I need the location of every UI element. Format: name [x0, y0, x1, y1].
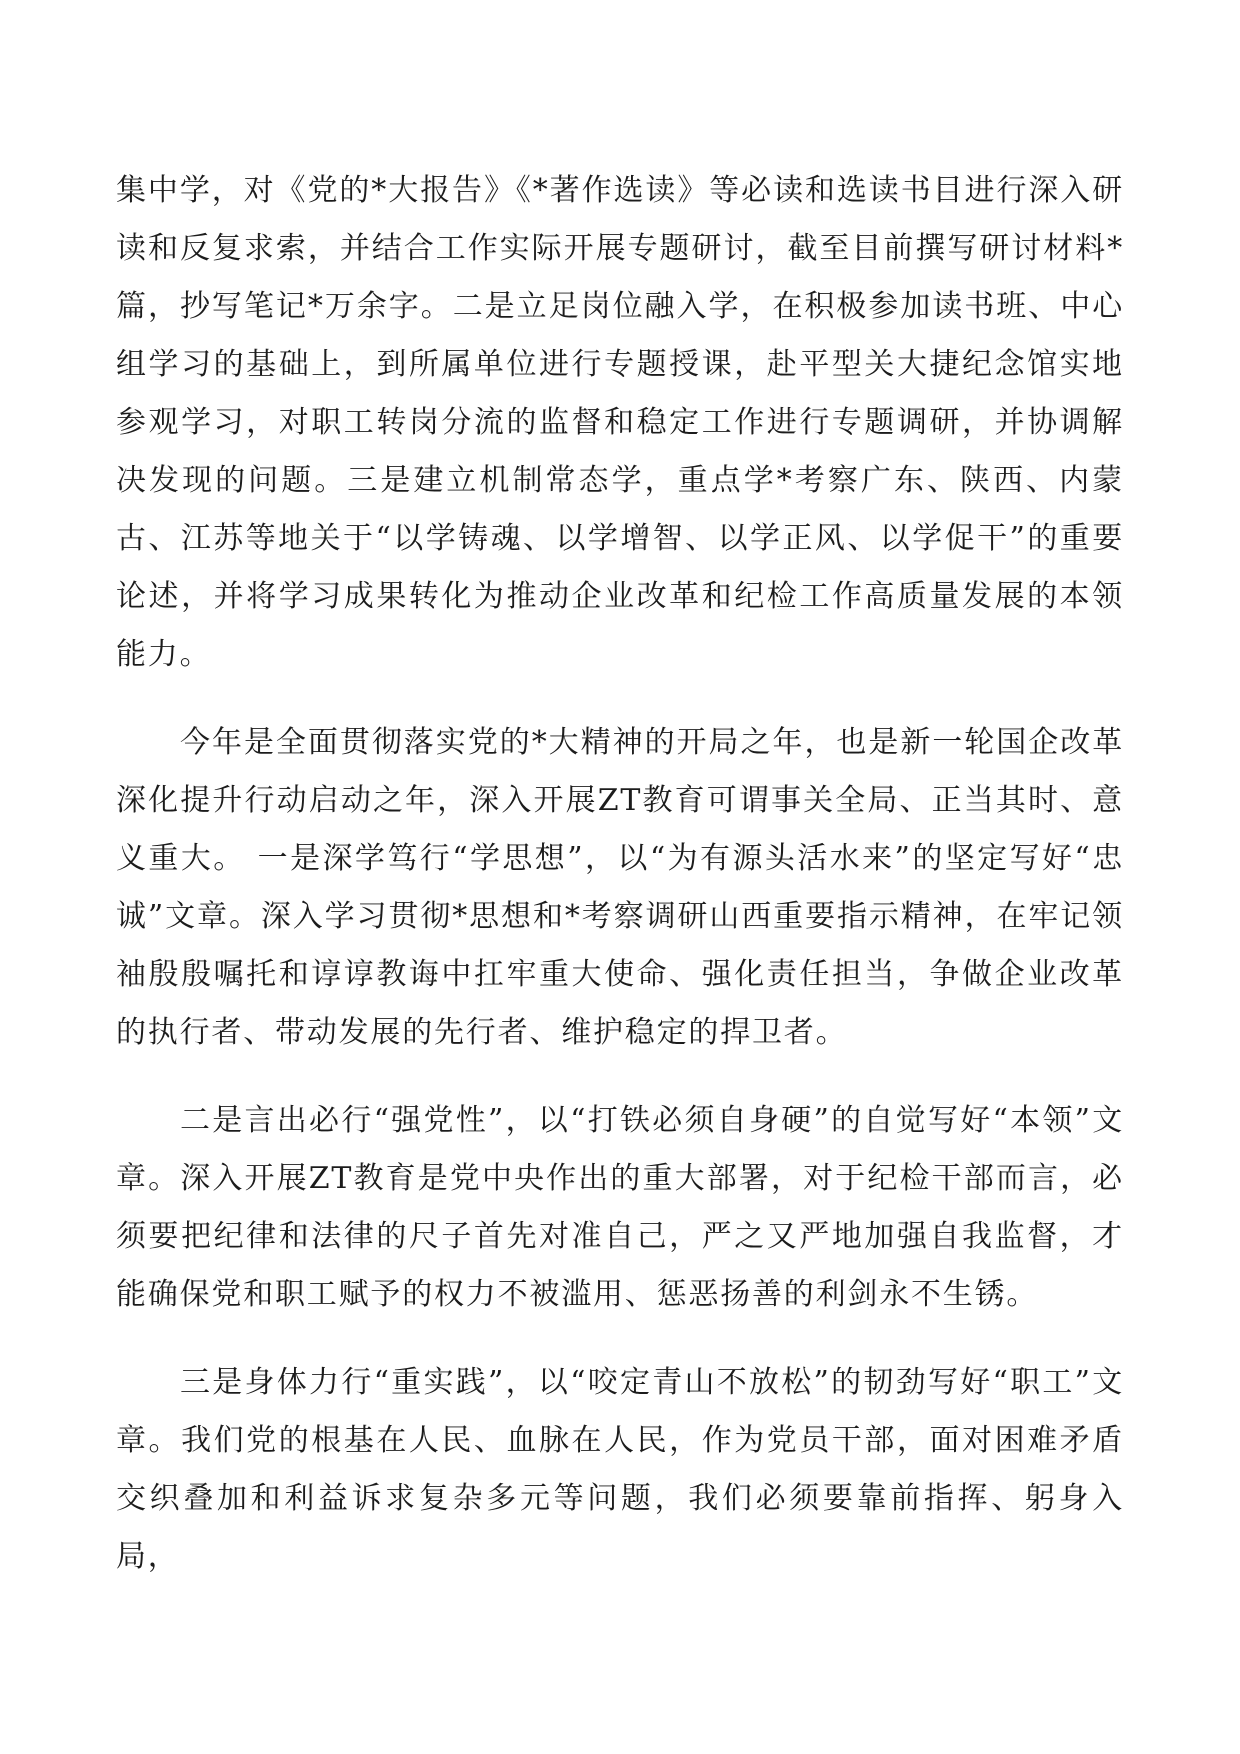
document-body	[116, 162, 1124, 1586]
paragraph-4: 三是身体力行“重实践”，以“咬定青山不放松”的韧劲写好“职工”文章。我们党的根基在人民、血脉在人民，作为党员干部，面对困难矛盾交织叠加和利益诉求复杂多元等问题，我们必须要靠前指挥、躬身入局，	[116, 1365, 1124, 1574]
paragraph-1: 集中学，对《党的*大报告》《*著作选读》等必读和选读书目进行深入研读和反复求索，并结合工作实际开展专题研讨，截至目前撰写研讨材料*篇，抄写笔记*万余字。二是立足岗位融入学，在积极参加读书班、中心组学习的基础上，到所属单位进行专题授课，赴平型关大捷纪念馆实地参观学习，对职工转岗分流的监督和稳定工作进行专题调研，并协调解决发现的问题。三是建立机制常态学，重点学*考察广东、陕西、内蒙古、江苏等地关于“以学铸魂、以学增智、以学正风、以学促干”的重要论述，并将学习成果转化为推动企业改革和纪检工作高质量发展的本领能力。	[116, 173, 1124, 672]
paragraph-2: 今年是全面贯彻落实党的*大精神的开局之年，也是新一轮国企改革深化提升行动启动之年，深入开展ZT教育可谓事关全局、正当其时、意义重大。 一是深学笃行“学思想”，以“为有源头活水来”的坚定写好“忠诚”文章。深入学习贯彻*思想和*考察调研山西重要指示精神，在牢记领袖殷殷嘱托和谆谆教诲中扛牢重大使命、强化责任担当，争做企业改革的执行者、带动发展的先行者、维护稳定的捍卫者。	[116, 725, 1124, 1050]
paragraph-3: 二是言出必行“强党性”，以“打铁必须自身硬”的自觉写好“本领”文章。深入开展ZT教育是党中央作出的重大部署，对于纪检干部而言，必须要把纪律和法律的尺子首先对准自己，严之又严地加强自我监督，才能确保党和职工赋予的权力不被滥用、惩恶扬善的利剑永不生锈。	[116, 1103, 1124, 1312]
